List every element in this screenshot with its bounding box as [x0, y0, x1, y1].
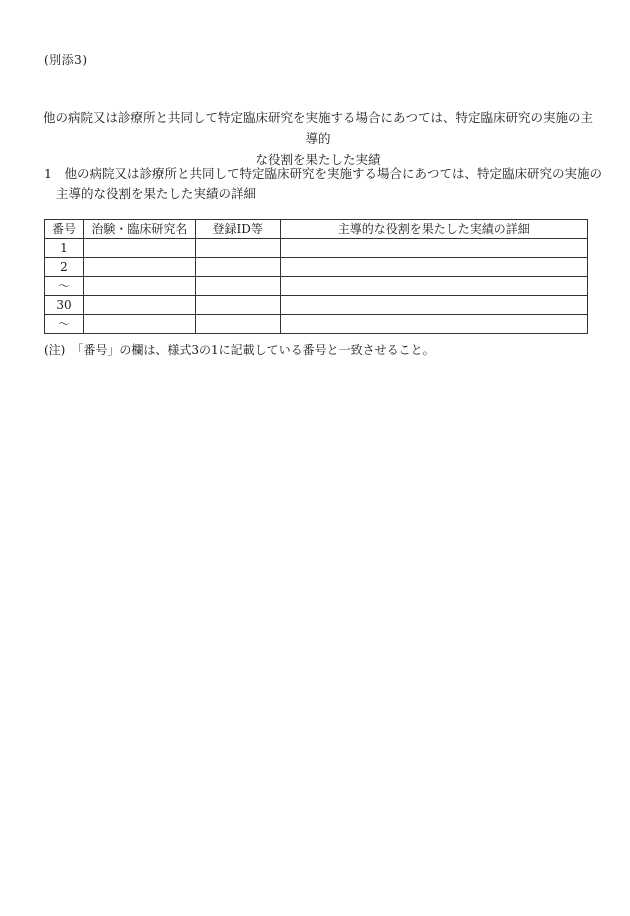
registration-id-cell[interactable] [195, 239, 280, 258]
header-study-name: 治験・臨床研究名 [83, 220, 195, 239]
row-number: ～ [45, 277, 84, 296]
document-title-line-2: な役割を果たした実績 [255, 152, 381, 167]
study-name-cell[interactable] [83, 315, 195, 334]
attachment-label: (別添3) [44, 53, 88, 67]
document-title [40, 107, 596, 170]
section-heading: 1 他の病院又は診療所と共同して特定臨床研究を実施する場合にあつては、特定臨床研究の実施の主導的な役割を果たした実績の詳細 [44, 166, 602, 201]
details-cell[interactable] [280, 296, 587, 315]
table-row [45, 296, 588, 315]
header-details: 主導的な役割を果たした実績の詳細 [280, 220, 587, 239]
table-row [45, 239, 588, 258]
table-row [45, 315, 588, 334]
registration-id-cell[interactable] [195, 296, 280, 315]
header-number: 番号 [45, 220, 84, 239]
study-name-cell[interactable] [83, 258, 195, 277]
study-name-cell[interactable] [83, 277, 195, 296]
footnote: (注) 「番号」の欄は、様式3の1に記載している番号と一致させること。 [44, 343, 435, 357]
achievements-table [44, 219, 588, 334]
details-cell[interactable] [280, 239, 587, 258]
row-number: 2 [45, 258, 84, 277]
details-cell[interactable] [280, 258, 587, 277]
table-row [45, 277, 588, 296]
header-registration-id: 登録ID等 [195, 220, 280, 239]
registration-id-cell[interactable] [195, 315, 280, 334]
row-number: 30 [45, 296, 84, 315]
table-row [45, 258, 588, 277]
row-number: 1 [45, 239, 84, 258]
study-name-cell[interactable] [83, 296, 195, 315]
details-cell[interactable] [280, 277, 587, 296]
study-name-cell[interactable] [83, 239, 195, 258]
document-title-line-1: 他の病院又は診療所と共同して特定臨床研究を実施する場合にあつては、特定臨床研究の実施の主導的 [42, 110, 593, 146]
registration-id-cell[interactable] [195, 277, 280, 296]
registration-id-cell[interactable] [195, 258, 280, 277]
row-number: ～ [45, 315, 84, 334]
table-header-row [45, 220, 588, 239]
details-cell[interactable] [280, 315, 587, 334]
